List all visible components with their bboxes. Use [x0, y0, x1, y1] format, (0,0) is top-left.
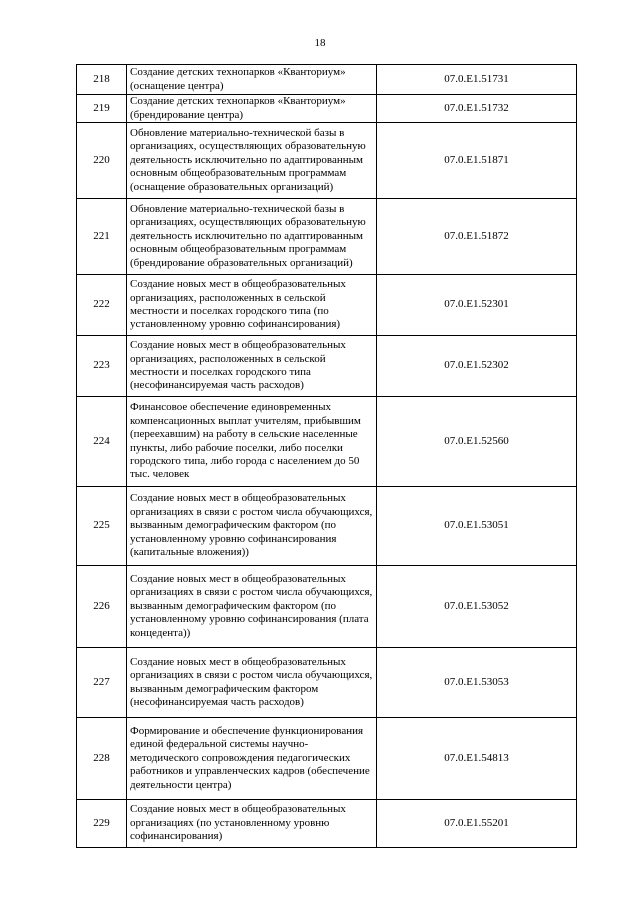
row-code: 07.0.E1.52302 — [377, 336, 577, 397]
row-number: 227 — [77, 648, 127, 718]
row-number: 222 — [77, 275, 127, 336]
row-number: 229 — [77, 800, 127, 848]
table-row — [77, 397, 577, 487]
row-number: 224 — [77, 397, 127, 487]
table-row — [77, 123, 577, 199]
row-code: 07.0.E1.53051 — [377, 487, 577, 566]
table-row — [77, 487, 577, 566]
row-number: 228 — [77, 718, 127, 800]
row-name: Создание новых мест в общеобразовательных организациях в связи с ростом числа обучающихся, вызванным демографическим фактором (несофинансируемая часть расходов) — [127, 648, 377, 718]
row-code: 07.0.E1.54813 — [377, 718, 577, 800]
row-name: Формирование и обеспечение функционирования единой федеральной системы научно-методического сопровождения педагогических работников и управленческих кадров (обеспечение деятельности центра) — [127, 718, 377, 800]
row-code: 07.0.E1.52301 — [377, 275, 577, 336]
row-number: 225 — [77, 487, 127, 566]
budget-code-table — [76, 64, 577, 848]
row-name: Создание детских технопарков «Кванториум» (брендирование центра) — [127, 95, 377, 123]
row-code: 07.0.E1.51732 — [377, 95, 577, 123]
table-row — [77, 65, 577, 95]
page-number: 18 — [314, 37, 326, 49]
row-name: Создание новых мест в общеобразовательных организациях в связи с ростом числа обучающихся, вызванным демографическим фактором (по установленному уровню софинансирования (плата концедента)) — [127, 566, 377, 648]
table-row — [77, 718, 577, 800]
row-number: 221 — [77, 199, 127, 275]
row-number: 220 — [77, 123, 127, 199]
row-name: Создание новых мест в общеобразовательных организациях в связи с ростом числа обучающихся, вызванным демографическим фактором (по установленному уровню софинансирования (капитальные вложения)) — [127, 487, 377, 566]
row-name: Обновление материально-технической базы в организациях, осуществляющих образовательную деятельность исключительно по адаптированным основным общеобразовательным программам (брендирование образовательных организаций) — [127, 199, 377, 275]
row-number: 226 — [77, 566, 127, 648]
row-code: 07.0.E1.53053 — [377, 648, 577, 718]
row-code: 07.0.E1.51871 — [377, 123, 577, 199]
table-row — [77, 336, 577, 397]
row-name: Обновление материально-технической базы в организациях, осуществляющих образовательную деятельность исключительно по адаптированным основным общеобразовательным программам (оснащение образовательных организаций) — [127, 123, 377, 199]
row-name: Создание детских технопарков «Кванториум» (оснащение центра) — [127, 65, 377, 95]
row-number: 218 — [77, 65, 127, 95]
table-row — [77, 800, 577, 848]
table-row — [77, 275, 577, 336]
row-code: 07.0.E1.53052 — [377, 566, 577, 648]
row-code: 07.0.E1.55201 — [377, 800, 577, 848]
row-name: Создание новых мест в общеобразовательных организациях, расположенных в сельской местности и поселках городского типа (по установленному уровню софинансирования) — [127, 275, 377, 336]
row-name: Создание новых мест в общеобразовательных организациях (по установленному уровню софинансирования) — [127, 800, 377, 848]
table-row — [77, 199, 577, 275]
row-number: 219 — [77, 95, 127, 123]
row-number: 223 — [77, 336, 127, 397]
row-code: 07.0.E1.51731 — [377, 65, 577, 95]
table-row — [77, 95, 577, 123]
table-row — [77, 648, 577, 718]
row-name: Финансовое обеспечение единовременных компенсационных выплат учителям, прибывшим (переехавшим) на работу в сельские населенные пункты, либо рабочие поселки, либо поселки городского типа, либо города с населением до 50 тыс. человек — [127, 397, 377, 487]
row-code: 07.0.E1.51872 — [377, 199, 577, 275]
row-name: Создание новых мест в общеобразовательных организациях, расположенных в сельской местности и поселках городского типа (несофинансируемая часть расходов) — [127, 336, 377, 397]
table-row — [77, 566, 577, 648]
row-code: 07.0.E1.52560 — [377, 397, 577, 487]
